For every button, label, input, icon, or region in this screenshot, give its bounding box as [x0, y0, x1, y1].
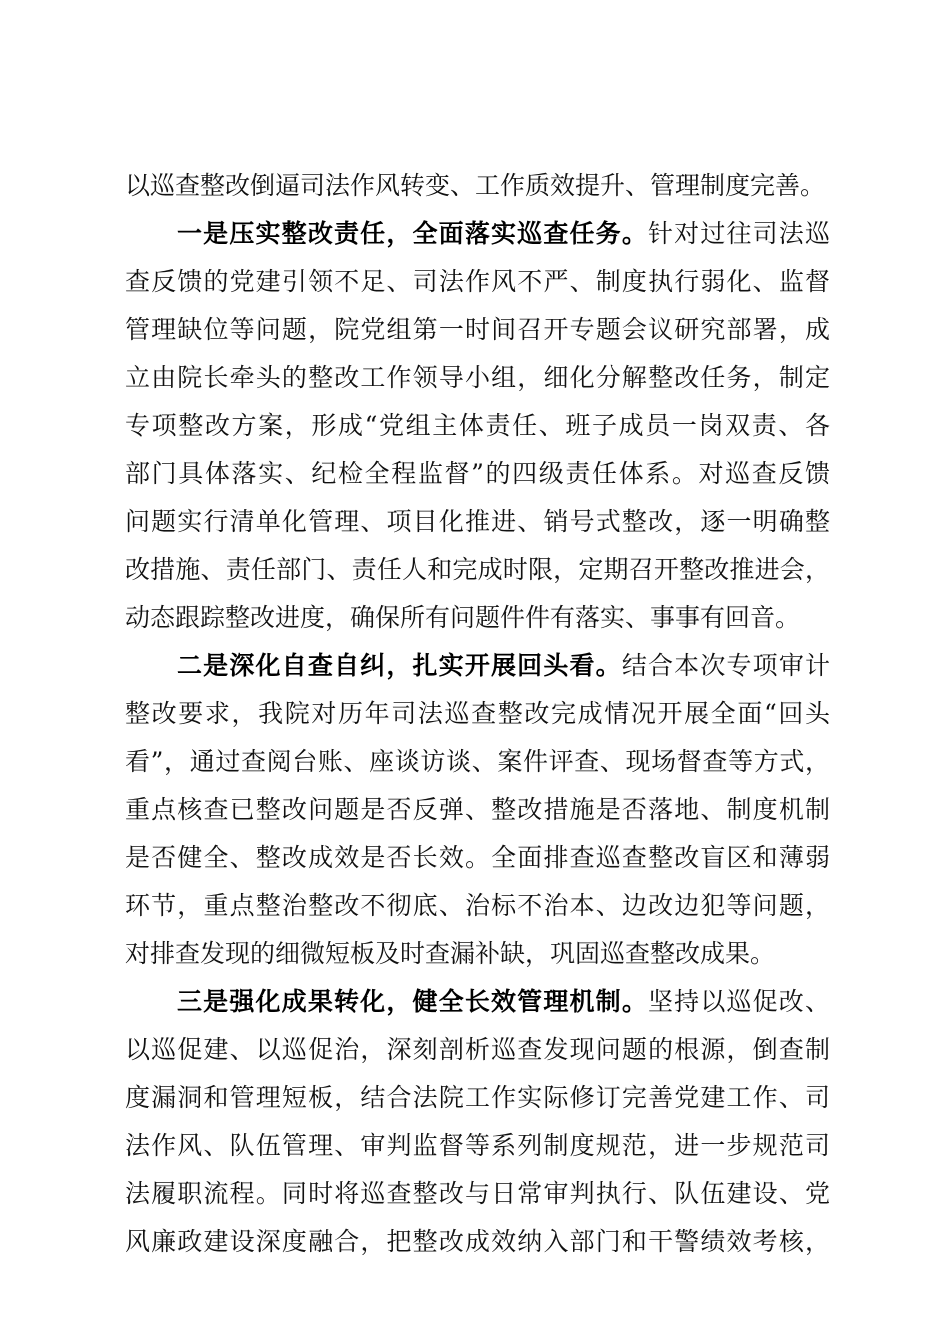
text-line: 环节，重点整治整改不彻底、治标不治本、边改边犯等问题， — [125, 891, 830, 920]
text-line: 法作风、队伍管理、审判监督等系列制度规范，进一步规范司 — [125, 1131, 830, 1160]
text-line: 专项整改方案，形成“党组主体责任、班子成员一岗双责、各 — [125, 411, 830, 440]
text-line: 整改要求，我院对历年司法巡查整改完成情况开展全面“回头 — [125, 699, 830, 728]
text-line: 问题实行清单化管理、项目化推进、销号式整改，逐一明确整 — [125, 507, 830, 536]
paragraph-heading: 二是深化自查自纠，扎实开展回头看。 — [177, 651, 622, 680]
text-line: 度漏洞和管理短板，结合法院工作实际修订完善党建工作、司 — [125, 1083, 830, 1112]
paragraph-2-first-line — [125, 642, 830, 690]
text-line: 以巡查整改倒逼司法作风转变、工作质效提升、管理制度完善。 — [125, 171, 826, 200]
text-line: 以巡促建、以巡促治，深刻剖析巡查发现问题的根源，倒查制 — [125, 1035, 830, 1064]
text-line: 风廉政建设深度融合，把整改成效纳入部门和干警绩效考核， — [125, 1227, 830, 1256]
text-run: 结合本次专项审计 — [621, 651, 830, 680]
text-line: 对排查发现的细微短板及时查漏补缺，巩固巡查整改成果。 — [125, 939, 776, 968]
paragraph-1-first-line — [125, 210, 830, 258]
text-line: 是否健全、整改成效是否长效。全面排查巡查整改盲区和薄弱 — [125, 843, 830, 872]
text-line: 查反馈的党建引领不足、司法作风不严、制度执行弱化、监督 — [125, 267, 830, 296]
text-line: 部门具体落实、纪检全程监督”的四级责任体系。对巡查反馈 — [125, 459, 830, 488]
paragraph-3-first-line — [125, 978, 830, 1026]
text-run: 坚持以巡促改、 — [647, 987, 830, 1016]
text-line: 动态跟踪整改进度，确保所有问题件件有落实、事事有回音。 — [125, 603, 801, 632]
paragraph-heading: 一是压实整改责任，全面落实巡查任务。 — [177, 219, 648, 248]
text-line: 立由院长牵头的整改工作领导小组，细化分解整改任务，制定 — [125, 363, 830, 392]
text-run: 针对过往司法巡 — [647, 219, 830, 248]
text-line: 重点核查已整改问题是否反弹、整改措施是否落地、制度机制 — [125, 795, 830, 824]
text-line: 看”，通过查阅台账、座谈访谈、案件评查、现场督查等方式， — [125, 747, 830, 776]
document-body — [125, 162, 830, 1266]
text-line: 改措施、责任部门、责任人和完成时限，定期召开整改推进会， — [125, 555, 830, 584]
text-line: 管理缺位等问题，院党组第一时间召开专题会议研究部署，成 — [125, 315, 830, 344]
text-line: 法履职流程。同时将巡查整改与日常审判执行、队伍建设、党 — [125, 1179, 830, 1208]
paragraph-heading: 三是强化成果转化，健全长效管理机制。 — [177, 987, 648, 1016]
